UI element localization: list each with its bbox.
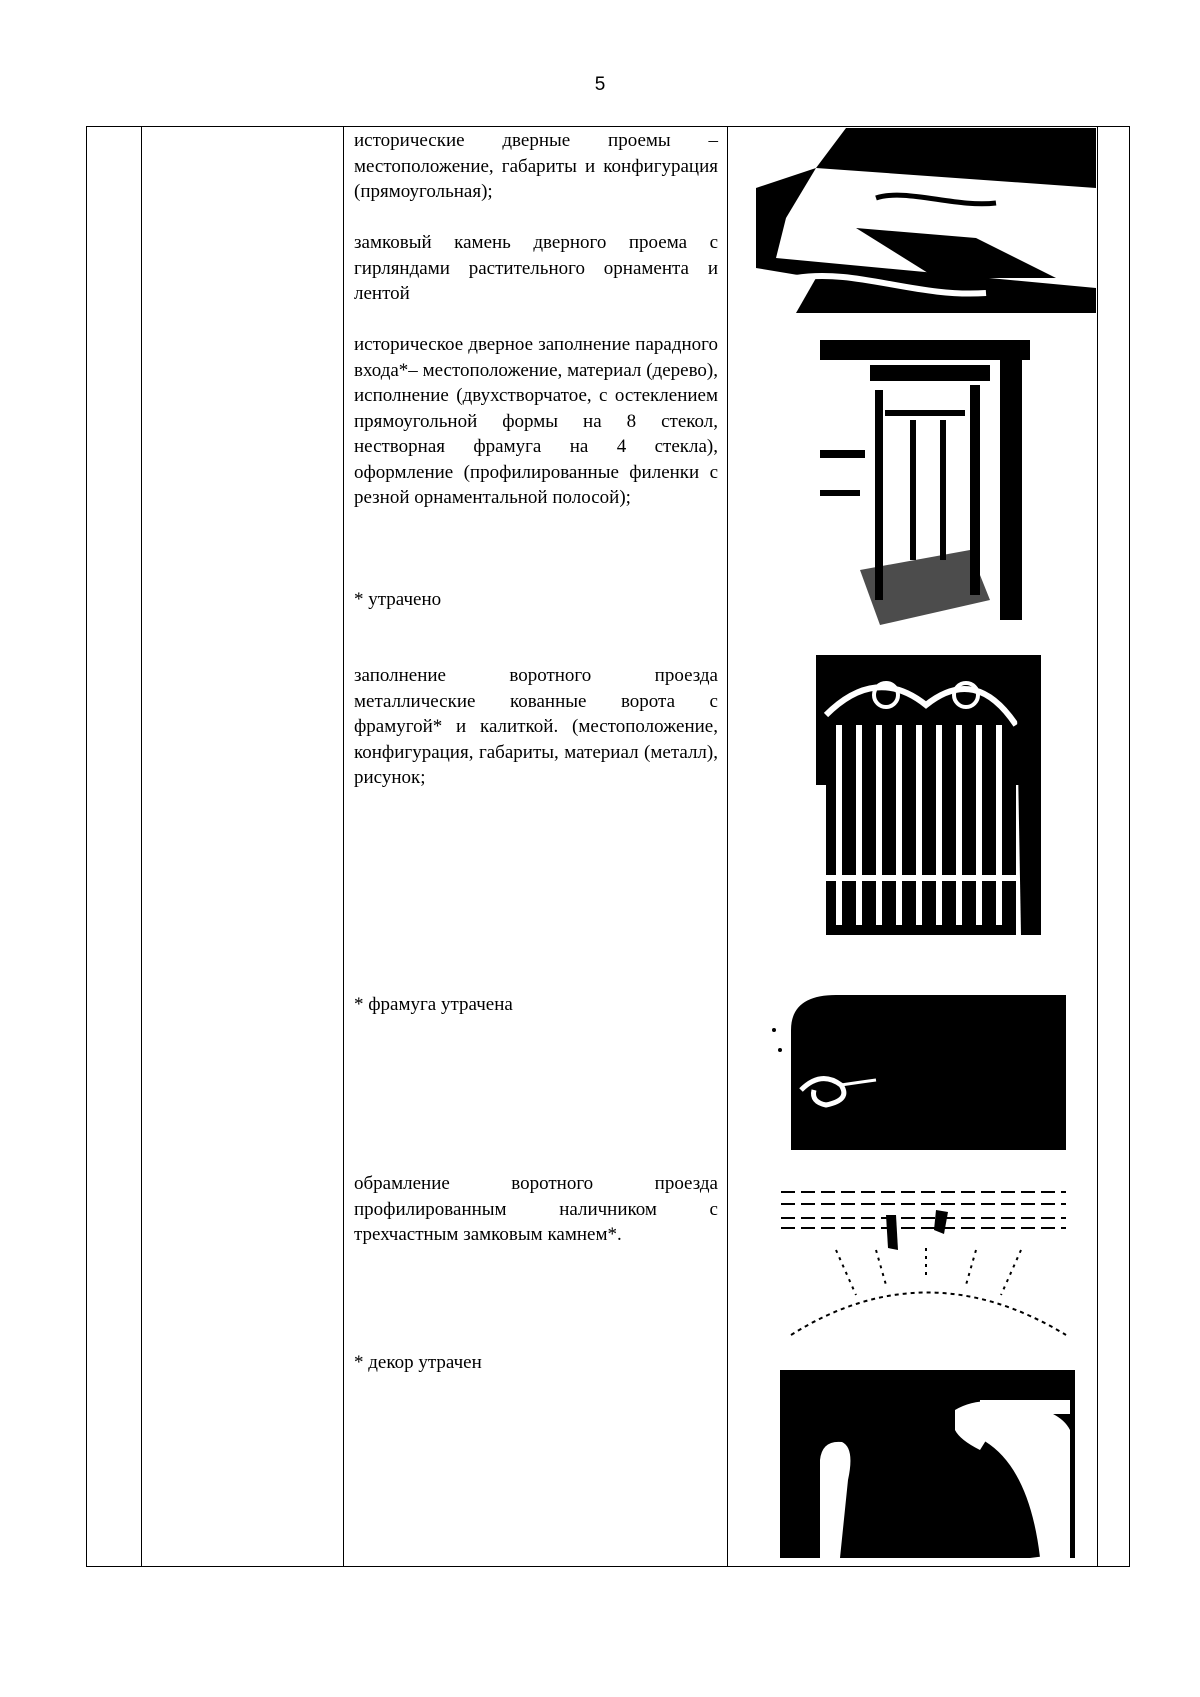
item-keystone: замковый камень дверного проема с гирляндами растительного орнамента и лентой — [354, 232, 718, 304]
page-number: 5 — [594, 74, 606, 95]
item-entrance-door: историческое дверное заполнение парадного входа*– местоположение, материал (дерево), исполнение (двухстворчатое, с остеклением прямоугольной формы на 8 стекол, нестворная фрамуга на 4 стекла), оформление (профилированные филенки с резной орнаментальной полосой); — [354, 334, 718, 508]
column-divider-3 — [727, 127, 728, 1566]
gate-frame-photo — [776, 1170, 1076, 1340]
gate-arch-photo — [780, 1370, 1075, 1558]
gate-photo — [816, 655, 1041, 965]
item-door-openings: исторические дверные проемы – местоположение, габариты и конфигурация (прямоугольная); — [354, 130, 718, 202]
item-note-decor-lost: * декор утрачен — [354, 1352, 482, 1373]
entrance-door-photo — [820, 340, 1030, 630]
item-gate-fill: заполнение воротного проезда металлические кованные ворота с фрамугой* и калиткой. (местоположение, конфигурация, габариты, материал (металл), рисунок; — [354, 665, 718, 788]
keystone-photo — [756, 128, 1096, 313]
gate-transom-photo — [766, 990, 1086, 1150]
column-divider-2 — [343, 127, 344, 1566]
column-divider-1 — [141, 127, 142, 1566]
item-note-transom-lost: * фрамуга утрачена — [354, 994, 513, 1015]
item-gate-frame: обрамление воротного проезда профилированным наличником с трехчастным замковым камнем*. — [354, 1173, 718, 1245]
item-note-lost: * утрачено — [354, 589, 442, 610]
column-divider-4 — [1097, 127, 1098, 1566]
